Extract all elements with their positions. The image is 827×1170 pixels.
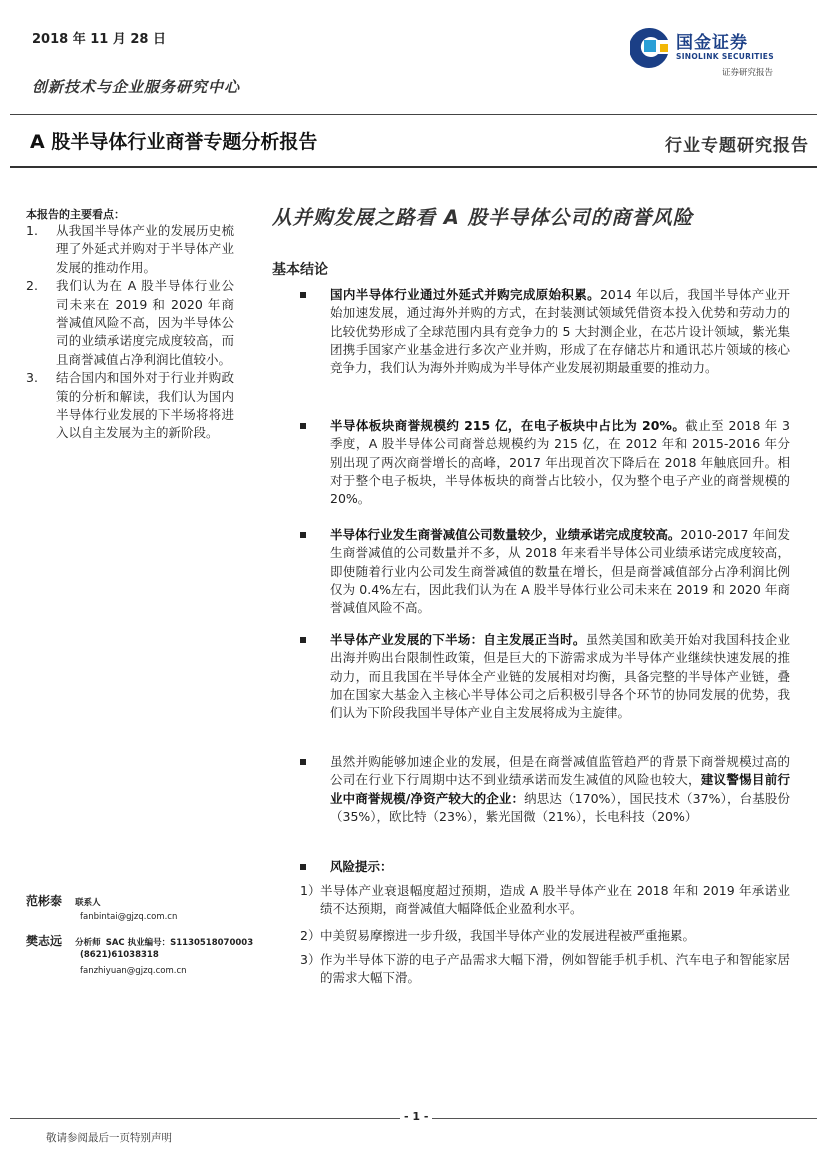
analyst-role: 联系人 (75, 898, 101, 908)
analyst-name: 樊志远 (26, 934, 63, 948)
report-date: 2018 年 11 月 28 日 (32, 32, 166, 47)
risk-text: 作为半导体下游的电子产品需求大幅下滑，例如智能手机手机、汽车电子和智能家居的需求大幅下滑。 (320, 952, 790, 986)
conclusion-bullet (300, 286, 790, 377)
header-divider (10, 114, 817, 115)
bullet-bold: 国内半导体行业通过外延式并购完成原始积累。 (330, 287, 600, 302)
company-logo (630, 22, 800, 82)
logo-mark-icon (630, 26, 670, 70)
research-center-name: 创新技术与企业服务研究中心 (32, 78, 241, 96)
analyst-email[interactable]: fanbintai@gjzq.com.cn (80, 912, 178, 922)
report-title: A 股半导体行业商誉专题分析报告 (30, 131, 318, 153)
bullet-square-icon (300, 532, 306, 538)
bullet-square-icon (300, 759, 306, 765)
bullet-square-icon (300, 637, 306, 643)
header-bottom-divider (10, 166, 817, 168)
report-type: 行业专题研究报告 (665, 136, 809, 156)
risk-item (300, 951, 790, 988)
risk-title-text: 风险提示： (330, 859, 393, 874)
risk-number: 3） (300, 952, 321, 967)
conclusion-bullet (300, 753, 790, 826)
sidebar-item-text: 我们认为在 A 股半导体行业公司未来在 2019 和 2020 年商誉减值风险不高，因为半导体公司的业绩承诺度完成度较高，而且商誉减值占净利润比值较小。 (56, 278, 234, 367)
conclusion-bullet (300, 631, 790, 722)
sidebar-item-number: 2. (26, 278, 38, 294)
logo-subtitle: 证券研究报告 (722, 68, 774, 78)
analyst-phone: (8621)61038318 (80, 950, 159, 960)
sidebar-item-text: 结合国内和国外对于行业并购政策的分析和解读，我们认为国内半导体行业发展的下半场将将进入以自主发展为主的新阶段。 (56, 370, 234, 441)
bullet-bold: 建议警惕目前行业中商誉规模/净资产较大的企业： (330, 772, 790, 806)
analyst-contact (26, 890, 266, 923)
bullet-text: 截止至 2018 年 3 季度，A 股半导体公司商誉总规模约为 215 亿，在 2012 年和 2015-2016 年分别出现了两次商誉增长的高峰，2017 年出现首次下降后在 2018 年触底回升。相对于整个电子板块，半导体板块的商誉占比较小，仅为整个电子产业的商誉规模的 20%。 (330, 418, 791, 507)
bullet-bold: 半导体行业发生商誉减值公司数量较少，业绩承诺完成度较高。 (330, 527, 681, 542)
risk-number: 2） (300, 928, 321, 943)
sidebar-item-number: 1. (26, 223, 38, 238)
main-title: 从并购发展之路看 A 股半导体公司的商誉风险 (272, 206, 694, 229)
bullet-text: 2014 年以后，我国半导体产业开始加速发展，通过海外并购的方式，在封装测试领域凭借资本投入优势和劳动力的比较优势形成了全球范围内具有竞争力的 5 大封测企业，在芯片设计领域，紫光集团携手国家产业基金进行多次产业并购，形成了在存储芯片和通讯芯片领域的核心竞争力，我们认为海外并购成为半导体产业发展初期最重要的推动力。 (330, 287, 790, 376)
risk-text: 中美贸易摩擦进一步升级，我国半导体产业的发展进程被严重拖累。 (320, 928, 696, 943)
conclusion-bullet (300, 526, 790, 617)
sidebar-item (26, 222, 234, 277)
risk-number: 1） (300, 883, 321, 898)
logo-name-cn: 国金证券 (676, 33, 748, 53)
bullet-square-icon (300, 292, 306, 298)
bullet-square-icon (300, 423, 306, 429)
conclusion-bullet (300, 417, 790, 508)
section-title: 基本结论 (272, 262, 328, 278)
analyst-name: 范彬泰 (26, 894, 63, 908)
sidebar-item (26, 277, 234, 369)
risk-title (300, 858, 790, 876)
risk-text: 半导体产业衰退幅度超过预期，造成 A 股半导体产业在 2018 年和 2019 年承诺业绩不达预期，商誉减值大幅降低企业盈利水平。 (320, 883, 790, 917)
sidebar-item (26, 369, 234, 443)
bullet-bold: 半导体板块商誉规模约 215 亿，在电子板块中占比为 20%。 (330, 418, 686, 433)
logo-name-en: SINOLINK SECURITIES (676, 52, 774, 61)
risk-item (300, 882, 790, 919)
footer-note: 敬请参阅最后一页特别声明 (46, 1132, 172, 1144)
bullet-bold: 半导体产业发展的下半场：自主发展正当时。 (330, 632, 586, 647)
analyst-cert: SAC 执业编号：S1130518070003 (105, 938, 254, 948)
sidebar-list (26, 222, 234, 443)
sidebar-item-text: 从我国半导体产业的发展历史梳理了外延式并购对于半导体产业发展的推动作用。 (56, 223, 234, 275)
bullet-square-icon (300, 864, 306, 870)
analyst-email[interactable]: fanzhiyuan@gjzq.com.cn (80, 966, 187, 976)
sidebar-item-number: 3. (26, 370, 38, 386)
bullet-text: 2010-2017 年间发生商誉减值的公司数量并不多，从 2018 年来看半导体公司业绩承诺完成度较高，即使随着行业内公司发生商誉减值的数量在增长，但是商誉减值部分占净利润比例仅为 0.4%左右，因此我们认为在 A 股半导体行业公司未来在 2019 和 2020 年商誉减值风险不高。 (330, 527, 790, 616)
bullet-text: 虽然并购能够加速企业的发展，但是在商誉减值监管趋严的背景下商誉规模过高的公司在行业下行周期中达不到业绩承诺而发生减值的风险也较大， (330, 754, 790, 788)
sidebar-title: 本报告的主要看点： (26, 208, 125, 221)
bullet-text: 虽然美国和欧美开始对我国科技企业出海并购出台限制性政策，但是巨大的下游需求成为半导体产业继续快速发展的推动力，而且我国在半导体全产业链的发展相对均衡，具备完整的半导体产业链，叠加在国家大基金入主核心半导体公司之后积极引导各个环节的协同发展的优势，我们认为下阶段我国半导体产业自主发展将成为主旋律。 (330, 632, 790, 721)
risk-item (300, 927, 790, 945)
analyst-role: 分析师 (75, 938, 101, 948)
page-number: - 1 - (400, 1110, 432, 1123)
analyst-contact (26, 930, 286, 977)
bullet-text: 纳思达（170%），国民技术（37%），台基股份（35%），欧比特（23%），紫光国微（21%），长电科技（20%） (330, 790, 790, 824)
